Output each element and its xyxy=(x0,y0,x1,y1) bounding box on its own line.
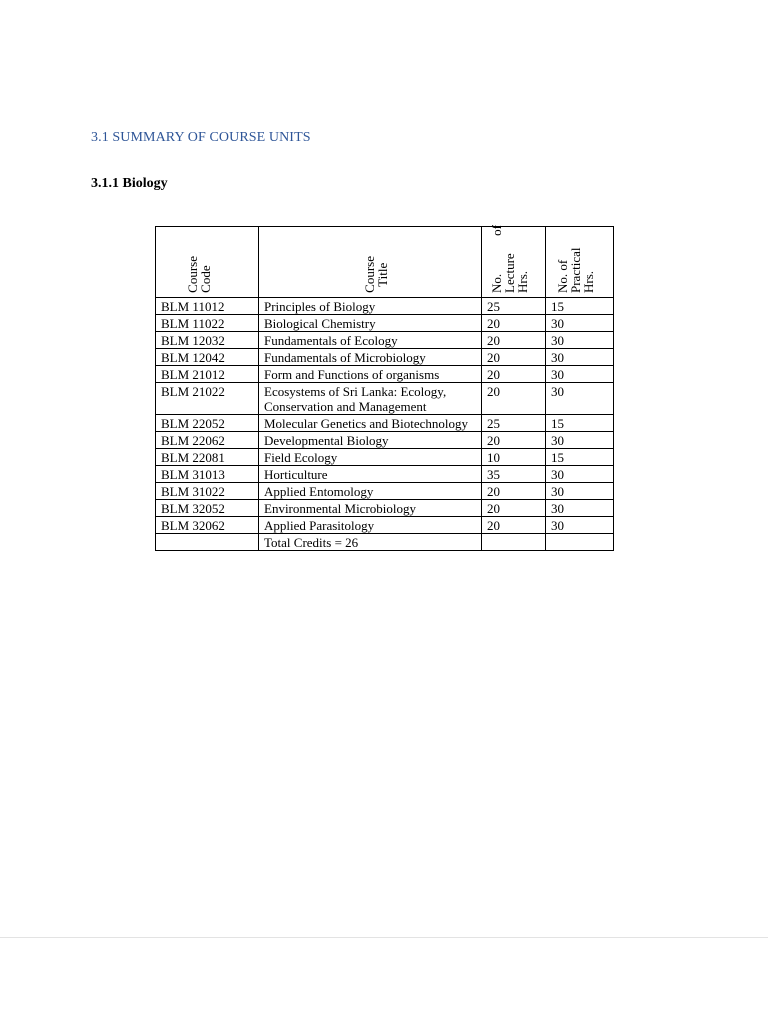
header-course-title xyxy=(259,227,482,298)
course-code-cell: BLM 11012 xyxy=(156,298,259,315)
subsection-heading: 3.1.1 Biology xyxy=(91,176,168,191)
practical-hours-cell: 30 xyxy=(546,517,614,534)
page-divider xyxy=(0,937,768,938)
practical-hours-cell: 30 xyxy=(546,315,614,332)
lecture-hours-cell: 20 xyxy=(482,332,546,349)
course-title-cell: Environmental Microbiology xyxy=(259,500,482,517)
course-title-cell: Developmental Biology xyxy=(259,432,482,449)
course-units-table xyxy=(155,226,614,551)
course-code-cell: BLM 22062 xyxy=(156,432,259,449)
header-lecture-hours-label: No. of Lecture Hrs. xyxy=(489,225,530,293)
course-title-cell: Field Ecology xyxy=(259,449,482,466)
lecture-hours-cell: 25 xyxy=(482,298,546,315)
course-title-cell: Horticulture xyxy=(259,466,482,483)
lecture-hours-cell: 20 xyxy=(482,517,546,534)
header-lecture-hours xyxy=(482,227,546,298)
table-total-row xyxy=(156,534,614,551)
course-code-cell: BLM 31013 xyxy=(156,466,259,483)
section-heading: 3.1 SUMMARY OF COURSE UNITS xyxy=(91,130,311,145)
lecture-hours-cell: 20 xyxy=(482,483,546,500)
total-empty-cell xyxy=(482,534,546,551)
table-row xyxy=(156,483,614,500)
course-title-cell: Molecular Genetics and Biotechnology xyxy=(259,415,482,432)
table-body xyxy=(156,298,614,551)
practical-hours-cell: 30 xyxy=(546,500,614,517)
table-row xyxy=(156,466,614,483)
course-code-cell: BLM 31022 xyxy=(156,483,259,500)
course-title-cell: Applied Entomology xyxy=(259,483,482,500)
course-title-cell: Applied Parasitology xyxy=(259,517,482,534)
course-title-cell: Biological Chemistry xyxy=(259,315,482,332)
practical-hours-cell: 15 xyxy=(546,415,614,432)
header-practical-hours xyxy=(546,227,614,298)
header-course-code-label: Course Code xyxy=(185,256,213,293)
table-row xyxy=(156,298,614,315)
practical-hours-cell: 30 xyxy=(546,383,614,415)
practical-hours-cell: 30 xyxy=(546,349,614,366)
course-title-cell: Fundamentals of Microbiology xyxy=(259,349,482,366)
practical-hours-cell: 30 xyxy=(546,483,614,500)
practical-hours-cell: 15 xyxy=(546,298,614,315)
practical-hours-cell: 30 xyxy=(546,432,614,449)
course-code-cell: BLM 32052 xyxy=(156,500,259,517)
lecture-hours-cell: 35 xyxy=(482,466,546,483)
lecture-hours-cell: 20 xyxy=(482,432,546,449)
table-row xyxy=(156,449,614,466)
lecture-hours-cell: 20 xyxy=(482,366,546,383)
lecture-hours-cell: 25 xyxy=(482,415,546,432)
course-code-cell: BLM 11022 xyxy=(156,315,259,332)
practical-hours-cell: 30 xyxy=(546,332,614,349)
practical-hours-cell: 30 xyxy=(546,366,614,383)
table-row xyxy=(156,383,614,415)
course-code-cell: BLM 32062 xyxy=(156,517,259,534)
table-row xyxy=(156,415,614,432)
lecture-hours-cell: 20 xyxy=(482,500,546,517)
course-code-cell: BLM 12032 xyxy=(156,332,259,349)
table-row xyxy=(156,500,614,517)
table-row xyxy=(156,432,614,449)
course-code-cell: BLM 12042 xyxy=(156,349,259,366)
table-row xyxy=(156,349,614,366)
table-row xyxy=(156,517,614,534)
course-title-cell: Fundamentals of Ecology xyxy=(259,332,482,349)
total-empty-cell xyxy=(156,534,259,551)
lecture-hours-cell: 20 xyxy=(482,383,546,415)
course-title-cell: Form and Functions of organisms xyxy=(259,366,482,383)
header-practical-hours-label: No. of Practical Hrs. xyxy=(555,247,596,293)
table-row xyxy=(156,315,614,332)
course-title-cell: Principles of Biology xyxy=(259,298,482,315)
course-title-cell: Ecosystems of Sri Lanka: Ecology, Conservation and Management xyxy=(259,383,482,415)
practical-hours-cell: 30 xyxy=(546,466,614,483)
lecture-hours-cell: 20 xyxy=(482,315,546,332)
table-row xyxy=(156,332,614,349)
course-code-cell: BLM 22081 xyxy=(156,449,259,466)
header-course-title-label: Course Title xyxy=(362,256,390,293)
course-code-cell: BLM 22052 xyxy=(156,415,259,432)
table-row xyxy=(156,366,614,383)
practical-hours-cell: 15 xyxy=(546,449,614,466)
course-code-cell: BLM 21012 xyxy=(156,366,259,383)
lecture-hours-cell: 20 xyxy=(482,349,546,366)
total-empty-cell xyxy=(546,534,614,551)
header-course-code xyxy=(156,227,259,298)
course-code-cell: BLM 21022 xyxy=(156,383,259,415)
lecture-hours-cell: 10 xyxy=(482,449,546,466)
total-credits-cell: Total Credits = 26 xyxy=(259,534,482,551)
table-header-row xyxy=(156,227,614,298)
